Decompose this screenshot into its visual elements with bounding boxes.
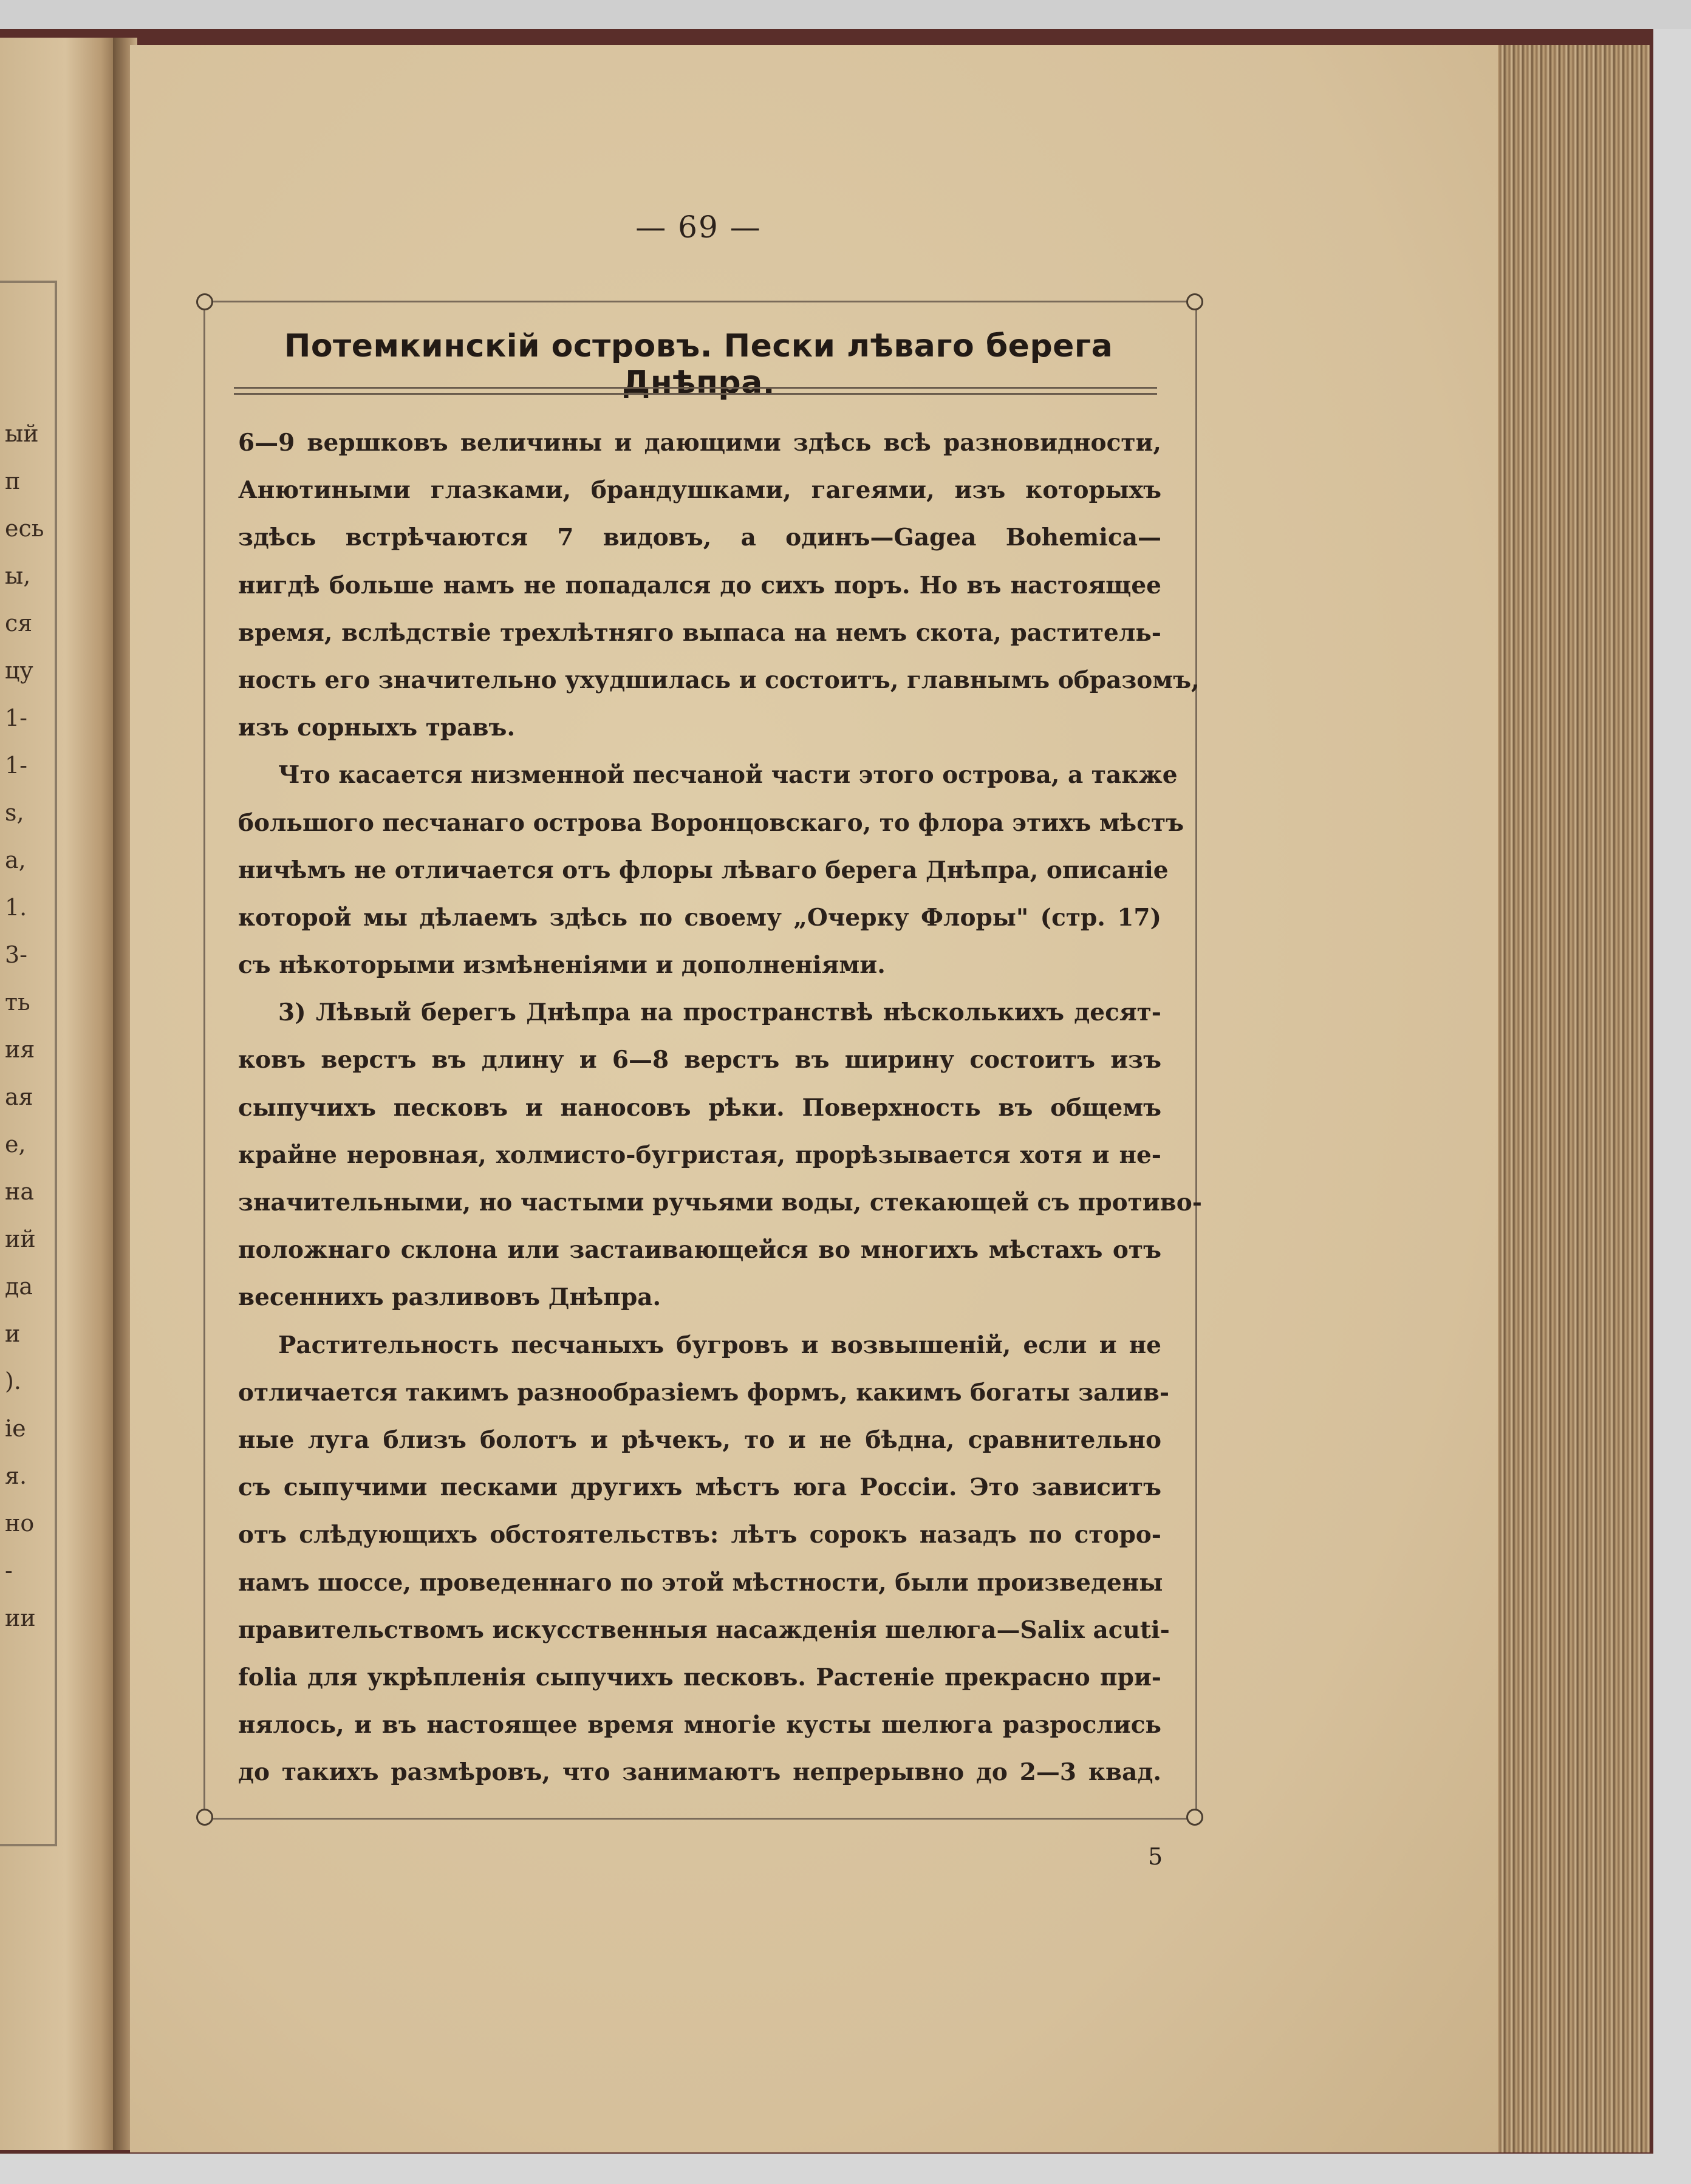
left-page-text-fragment: да xyxy=(5,1273,33,1300)
left-page-text-fragment: цу xyxy=(5,657,33,684)
frame-corner-ornament xyxy=(196,1809,213,1826)
page-number: — 69 — xyxy=(635,210,762,245)
text-line: большого песчанаго острова Воронцовскаго, то флора этихъ мѣстъ xyxy=(238,808,1184,837)
frame-corner-ornament xyxy=(196,293,213,310)
left-page-text-fragment: на xyxy=(5,1178,34,1205)
left-page-text-fragment: я. xyxy=(5,1462,27,1489)
left-page-text-fragment: а, xyxy=(5,847,26,873)
text-line: нигдѣ больше намъ не попадался до сихъ поръ. Но въ настоящее xyxy=(238,571,1161,599)
text-line: крайне неровная, холмисто-бугристая, прорѣзывается хотя и не- xyxy=(238,1141,1161,1169)
text-line: ность его значительно ухудшилась и состоитъ, главнымъ образомъ, xyxy=(238,666,1200,694)
left-page-text-fragment: ы, xyxy=(5,562,31,589)
page-fore-edge xyxy=(1498,45,1650,2152)
text-line: намъ шоссе, проведеннаго по этой мѣстности, были произведены xyxy=(238,1568,1163,1597)
left-page-text-fragment: - xyxy=(5,1557,13,1584)
left-page-text-fragment: 3- xyxy=(5,941,28,968)
left-page-text-fragment: ть xyxy=(5,989,30,1015)
left-page-text-fragment: п xyxy=(5,468,21,494)
text-line: правительствомъ искусственныя насажденія шелюга—Salix acuti- xyxy=(238,1616,1170,1644)
body-text xyxy=(238,419,1202,1796)
left-page-text-fragment: е, xyxy=(5,1131,26,1158)
text-line: положнаго склона или застаивающейся во многихъ мѣстахъ отъ xyxy=(238,1236,1161,1264)
text-line: время, вслѣдствіе трехлѣтняго выпаса на немъ скота, раститель- xyxy=(238,618,1161,647)
left-page-text-fragment: ый xyxy=(5,420,39,447)
text-line: 3) Лѣвый берегъ Днѣпра на пространствѣ нѣсколькихъ десят- xyxy=(278,998,1161,1027)
text-line: отличается такимъ разнообразіемъ формъ, какимъ богаты залив- xyxy=(238,1378,1170,1407)
text-line: 6—9 вершковъ величины и дающими здѣсь всѣ разновидности, xyxy=(238,429,1161,457)
text-line: до такихъ размѣровъ, что занимаютъ непрерывно до 2—3 квад. xyxy=(238,1758,1161,1787)
left-page-text-fragment: ся xyxy=(5,610,33,636)
text-line: ничѣмъ не отличается отъ флоры лѣваго берега Днѣпра, описаніе xyxy=(238,856,1169,884)
left-page-text-fragment: ). xyxy=(5,1368,21,1394)
text-line: Анютиными глазками, брандушками, гагеями, изъ которыхъ xyxy=(238,476,1161,505)
scan-top-margin xyxy=(0,0,1691,29)
left-page-text-fragment: ий xyxy=(5,1226,36,1252)
left-page-text-fragment: и xyxy=(5,1320,21,1347)
heading-rule xyxy=(234,387,1157,389)
left-page-edge xyxy=(0,38,119,2150)
left-page-text-fragment: ая xyxy=(5,1083,33,1110)
text-line: сыпучихъ песковъ и наносовъ рѣки. Поверхность въ общемъ xyxy=(238,1093,1161,1122)
text-line: здѣсь встрѣчаются 7 видовъ, а одинъ—Gagea Bohemica— xyxy=(238,524,1161,552)
heading-rule xyxy=(234,393,1157,395)
left-page-text-fragment: s, xyxy=(5,799,24,826)
left-page-text-fragment: іе xyxy=(5,1415,26,1442)
text-line: весеннихъ разливовъ Днѣпра. xyxy=(238,1283,661,1312)
text-line: значительными, но частыми ручьями воды, стекающей съ противо- xyxy=(238,1189,1202,1217)
text-line: съ сыпучими песками другихъ мѣстъ юга Россіи. Это зависитъ xyxy=(238,1473,1161,1502)
text-line: съ нѣкоторыми измѣненіями и дополненіями. xyxy=(238,951,886,980)
text-line: отъ слѣдующихъ обстоятельствъ: лѣтъ сорокъ назадъ по сторо- xyxy=(238,1521,1161,1549)
left-page-text-fragment: есь xyxy=(5,515,44,542)
text-line: нялось, и въ настоящее время многіе кусты шелюга разрослись xyxy=(238,1711,1161,1739)
text-line: ковъ верстъ въ длину и 6—8 верстъ въ ширину состоитъ изъ xyxy=(238,1046,1161,1074)
frame-corner-ornament xyxy=(1186,293,1203,310)
left-page-text-fragment: ия xyxy=(5,1036,35,1063)
left-page-text-fragment: ии xyxy=(5,1605,36,1631)
text-line: Растительность песчаныхъ бугровъ и возвышеній, если и не xyxy=(278,1331,1161,1359)
text-line: folia для укрѣпленія сыпучихъ песковъ. Растеніе прекрасно при- xyxy=(238,1663,1161,1691)
left-page-text-fragment: 1- xyxy=(5,752,28,779)
left-page-text-fragment: 1. xyxy=(5,894,27,921)
signature-mark: 5 xyxy=(1148,1843,1163,1870)
left-page-text-fragment: 1- xyxy=(5,705,28,731)
text-line: которой мы дѣлаемъ здѣсь по своему „Очерку Флоры" (стр. 17) xyxy=(238,903,1161,932)
frame-corner-ornament xyxy=(1186,1809,1203,1826)
left-page-text-fragment: но xyxy=(5,1510,35,1537)
text-line: изъ сорныхъ травъ. xyxy=(238,714,516,742)
section-heading: Потемкинскій островъ. Пески лѣваго берега Днѣпра. xyxy=(284,328,1113,401)
text-line: ные луга близъ болотъ и рѣчекъ, то и не бѣдна, сравнительно xyxy=(238,1425,1161,1454)
text-line: Что касается низменной песчаной части этого острова, а также xyxy=(278,761,1178,790)
